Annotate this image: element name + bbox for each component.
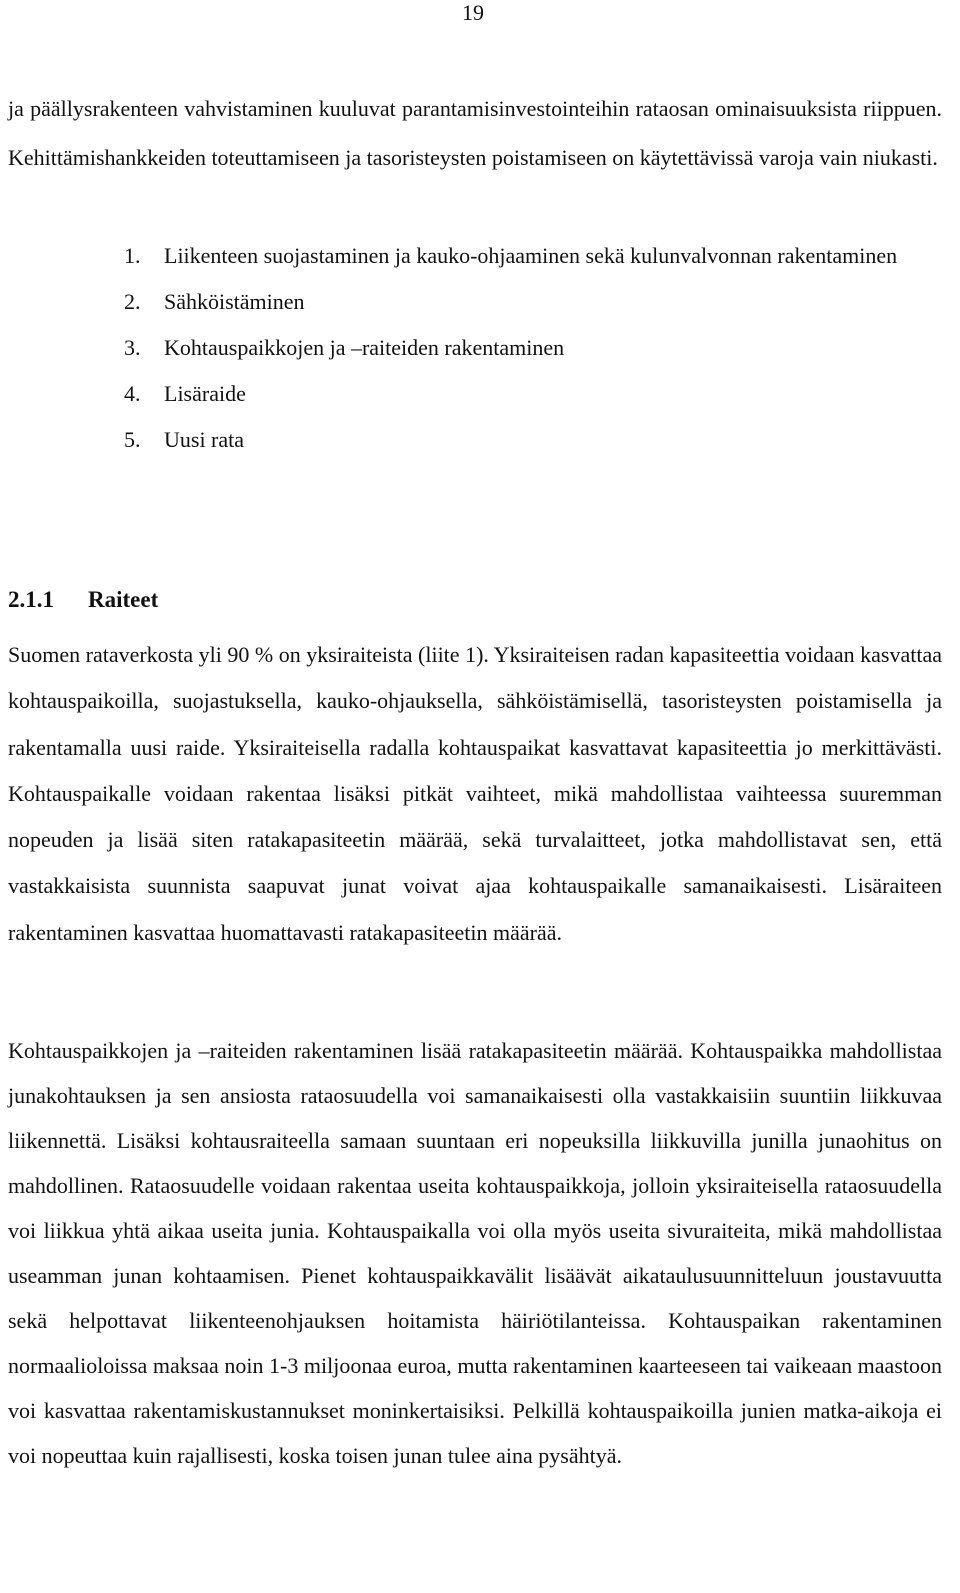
list-item-number: 2. bbox=[124, 289, 141, 314]
list-item bbox=[0, 417, 942, 463]
intro-paragraph: ja päällysrakenteen vahvistaminen kuuluvat parantamisinvestointeihin rataosan ominaisuuksista riippuen. Kehittämishankkeiden toteuttamiseen ja tasoristeysten poistamiseen on käytettävissä varoja vain niukasti. bbox=[8, 96, 942, 170]
list-item bbox=[0, 325, 942, 371]
section-heading bbox=[8, 585, 158, 615]
list-item-number: 3. bbox=[124, 335, 141, 360]
list-item-number: 1. bbox=[124, 243, 141, 268]
section-title: Raiteet bbox=[88, 587, 159, 612]
list-item-text: Kohtauspaikkojen ja –raiteiden rakentaminen bbox=[164, 335, 565, 360]
body-paragraph: Suomen rataverkosta yli 90 % on yksiraiteista (liite 1). Yksiraiteisen radan kapasiteettia voidaan kasvattaa kohtauspaikoilla, suojastuksella, kauko-ohjauksella, sähköistämisellä, tasoristeysten poistamisella ja rakentamalla uusi raide. Yksiraiteisella radalla kohtauspaikat kasvattavat kapasiteettia jo merkittävästi. Kohtauspaikalle voidaan rakentaa lisäksi pitkät vaihteet, mikä mahdollistaa vaihteessa suuremman nopeuden ja lisää siten ratakapasiteetin määrää, sekä turvalaitteet, jotka mahdollistavat sen, että vastakkaisista suunnista saapuvat junat voivat ajaa kohtauspaikalle samanaikaisesti. Lisäraiteen rakentaminen kasvattaa huomattavasti ratakapasiteetin määrää. bbox=[8, 642, 942, 945]
list-item bbox=[0, 371, 942, 417]
list-item-text: Uusi rata bbox=[164, 427, 245, 452]
page-number: 19 bbox=[462, 0, 484, 25]
list-item-number: 4. bbox=[124, 381, 141, 406]
section-number: 2.1.1 bbox=[8, 587, 54, 612]
body-paragraph: Kohtauspaikkojen ja –raiteiden rakentaminen lisää ratakapasiteetin määrää. Kohtauspaikka mahdollistaa junakohtauksen ja sen ansiosta rataosuudella voi samanaikaisesti olla vastakkaisiin suuntiin liikkuvaa liikennettä. Lisäksi kohtausraiteella samaan suuntaan eri nopeuksilla liikkuvilla junilla junaohitus on mahdollinen. Rataosuudelle voidaan rakentaa useita kohtauspaikkoja, jolloin yksiraiteisella rataosuudella voi liikkua yhtä aikaa useita junia. Kohtauspaikalla voi olla myös useita sivuraiteita, mikä mahdollistaa useamman junan kohtaamisen. Pienet kohtauspaikkavälit lisäävät aikataulusuunnitteluun joustavuutta sekä helpottavat liikenteenohjauksen hoitamista häiriötilanteissa. Kohtauspaikan rakentaminen normaalioloissa maksaa noin 1-3 miljoonaa euroa, mutta rakentaminen kaarteeseen tai vaikeaan maastoon voi kasvattaa rakentamiskustannukset moninkertaisiksi. Pelkillä kohtauspaikoilla junien matka-aikoja ei voi nopeuttaa kuin rajallisesti, koska toisen junan tulee aina pysähtyä. bbox=[8, 1038, 942, 1468]
list-item-text: Liikenteen suojastaminen ja kauko-ohjaaminen sekä kulunvalvonnan rakentaminen bbox=[164, 243, 898, 268]
list-item-text: Sähköistäminen bbox=[164, 289, 305, 314]
list-item bbox=[0, 233, 942, 279]
list-item bbox=[0, 279, 942, 325]
numbered-list bbox=[0, 233, 942, 463]
list-item-text: Lisäraide bbox=[164, 381, 246, 406]
list-item-number: 5. bbox=[124, 427, 141, 452]
